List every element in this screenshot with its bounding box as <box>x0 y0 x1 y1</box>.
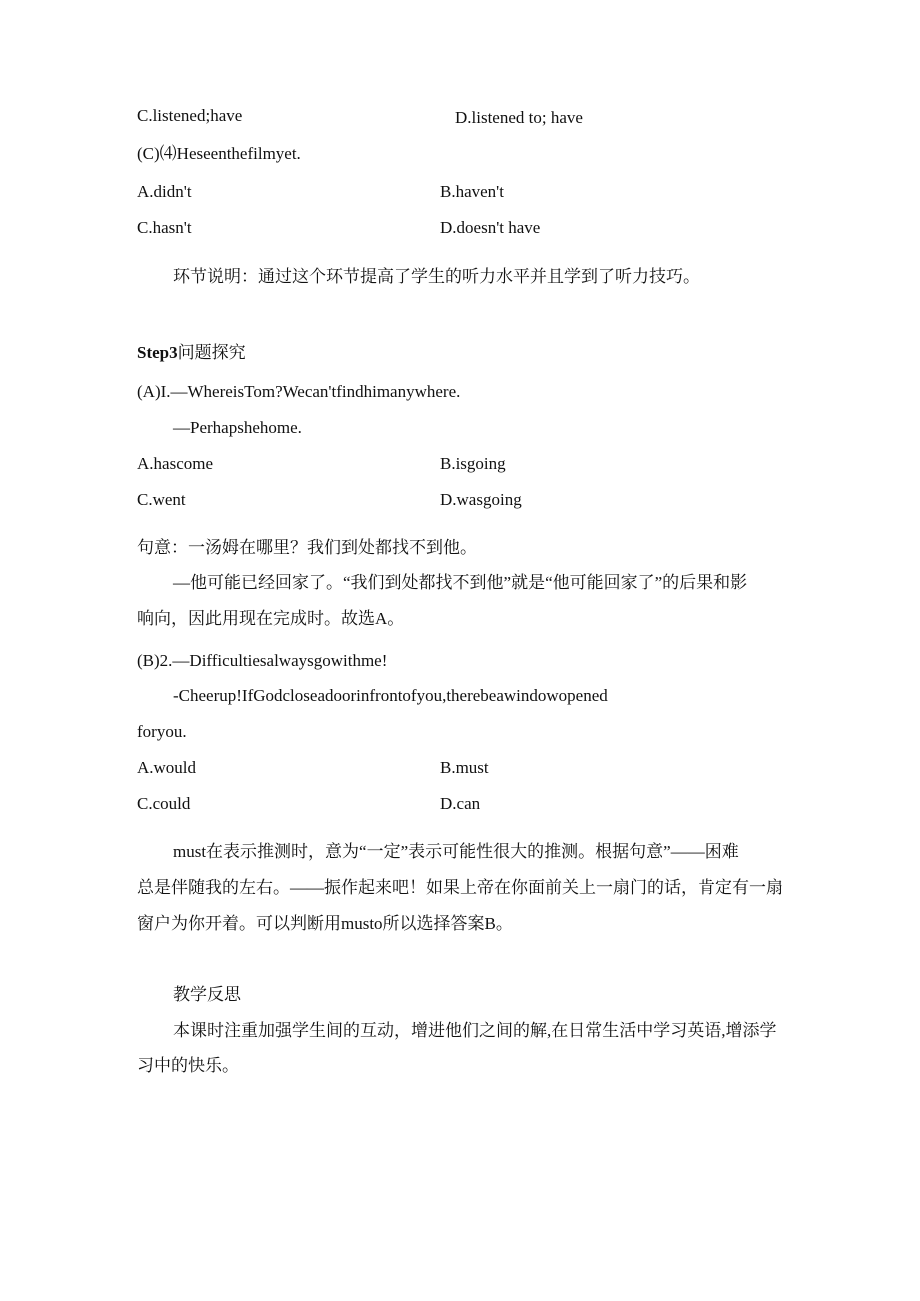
step3-heading <box>137 342 246 364</box>
option-c: C.could <box>137 794 191 813</box>
explanation-line: 响向，因此用现在完成时。故选A。 <box>137 609 405 628</box>
explanation-line: must在表示推测时，意为“一定”表示可能性很大的推测。根据句意”——困难 <box>173 842 739 861</box>
option-b: B.isgoing <box>440 454 506 473</box>
option-d: D.wasgoing <box>440 490 522 509</box>
option-d: D.listened to; have <box>455 108 583 127</box>
option-c: C.listened;have <box>137 106 243 125</box>
option-b: B.must <box>440 758 489 777</box>
step3-label: Step3 <box>137 343 178 362</box>
explanation-line: —他可能已经回家了。“我们到处都找不到他”就是“他可能回家了”的后果和影 <box>173 573 748 592</box>
option-a: A.would <box>137 758 197 777</box>
reflection-title: 教学反思 <box>173 985 241 1004</box>
explanation-line: 窗户为你开着。可以判断用musto所以选择答案B。 <box>137 914 513 933</box>
option-c: C.hasn't <box>137 218 192 237</box>
option-a: A.didn't <box>137 182 192 201</box>
problem-2-reply: -Cheerup!IfGodcloseadoorinfrontofyou,therebeawindowopened <box>173 686 608 705</box>
explanation-line: 总是伴随我的左右。——振作起来吧！如果上帝在你面前关上一扇门的话，肯定有一扇 <box>137 878 783 897</box>
explanation-line: 句意：一汤姆在哪里？我们到处都找不到他。 <box>137 538 477 557</box>
problem-2-stem: (B)2.—Difficultiesalwaysgowithme! <box>137 651 388 670</box>
option-a: A.hascome <box>137 454 214 473</box>
reflection-line: 习中的快乐。 <box>137 1056 239 1075</box>
question-4-stem: (C)⑷Heseenthefilmyet. <box>137 144 301 163</box>
option-d: D.can <box>440 794 481 813</box>
reflection-line: 本课时注重加强学生间的互动，增进他们之间的解,在日常生活中学习英语,增添学 <box>173 1021 777 1040</box>
problem-2-reply-continued: foryou. <box>137 722 187 741</box>
option-c: C.went <box>137 490 186 509</box>
option-d: D.doesn't have <box>440 218 541 237</box>
problem-1-stem: (A)I.—WhereisTom?Wecan'tfindhimanywhere. <box>137 382 461 401</box>
option-b: B.haven't <box>440 182 504 201</box>
step3-title: 问题探究 <box>177 343 246 362</box>
section-note: 环节说明：通过这个环节提高了学生的听力水平并且学到了听力技巧。 <box>173 267 700 286</box>
problem-1-reply: —Perhapshehome. <box>173 418 302 437</box>
